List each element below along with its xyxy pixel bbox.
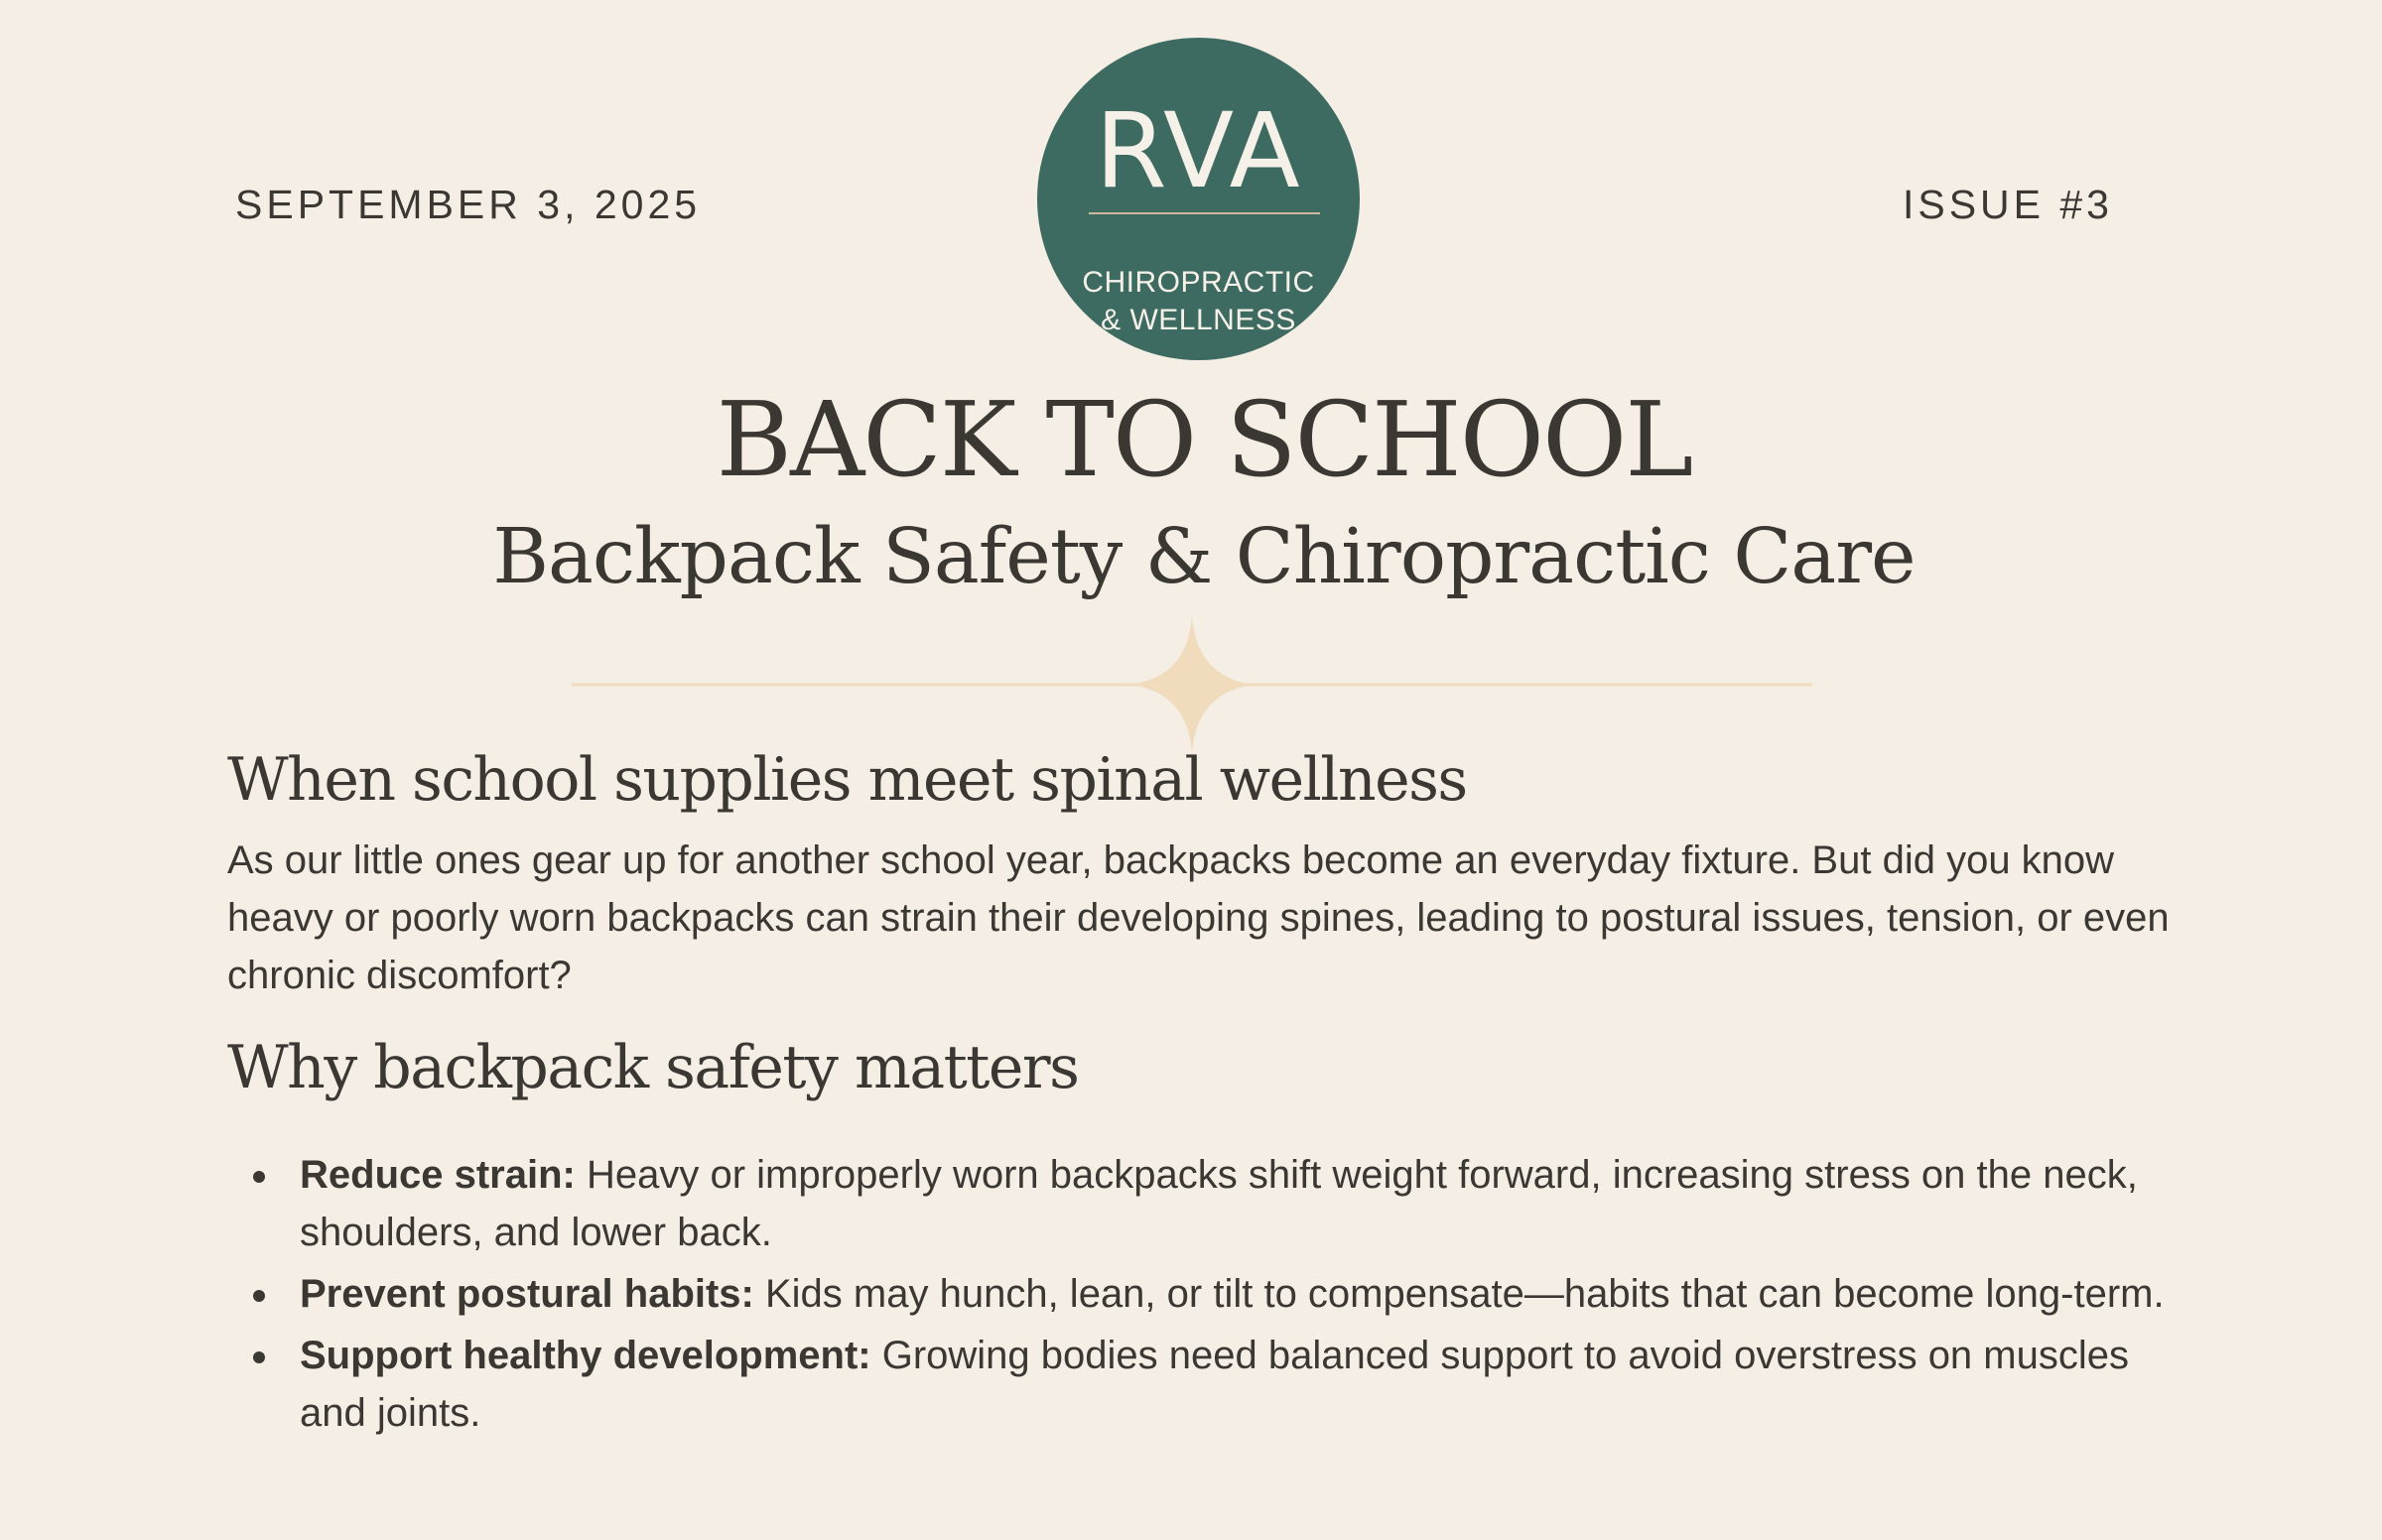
issue-number: ISSUE #3 — [1902, 182, 2113, 227]
logo-tagline-line-2: & WELLNESS — [1101, 304, 1296, 336]
rva-logo — [1037, 38, 1360, 360]
section-heading-safety: Why backpack safety matters — [227, 1033, 1079, 1102]
list-item-text: Heavy or improperly worn backpacks shift weight forward, increasing stress on the neck, shoulders, and lower back. — [300, 1153, 2138, 1254]
intro-paragraph: As our little ones gear up for another school year, backpacks become an everyday fixture. But did you know heavy or poorly worn backpacks can strain their developing spines, leading to postural issues, tension, or even chronic discomfort? — [227, 838, 2170, 997]
bullet-icon — [253, 1351, 265, 1363]
list-item-label: Support healthy development: — [300, 1334, 871, 1377]
bullet-icon — [253, 1290, 265, 1302]
safety-bullet-list — [227, 1146, 2173, 1446]
logo-mark: RVA — [1095, 90, 1302, 211]
page-title: BACK TO SCHOOL — [716, 379, 1692, 500]
newsletter-date: SEPTEMBER 3, 2025 — [235, 182, 702, 227]
list-item — [227, 1265, 2173, 1323]
page-subtitle: Backpack Safety & Chiropractic Care — [492, 513, 1916, 601]
sparkle-divider — [572, 615, 1812, 754]
logo-divider-line — [1089, 212, 1320, 214]
list-item-label: Prevent postural habits: — [300, 1272, 754, 1316]
sparkle-star-icon — [1130, 615, 1254, 754]
bullet-icon — [253, 1171, 265, 1183]
list-item-label: Reduce strain: — [300, 1153, 576, 1197]
list-item-text: Kids may hunch, lean, or tilt to compensate—habits that can become long-term. — [753, 1272, 2165, 1316]
list-item — [227, 1327, 2173, 1442]
list-item-text: Growing bodies need balanced support to avoid overstress on muscles and joints. — [300, 1334, 2129, 1435]
logo-tagline-line-1: CHIROPRACTIC — [1082, 266, 1315, 299]
list-item — [227, 1146, 2173, 1261]
section-heading-wellness: When school supplies meet spinal wellness — [227, 745, 1467, 815]
